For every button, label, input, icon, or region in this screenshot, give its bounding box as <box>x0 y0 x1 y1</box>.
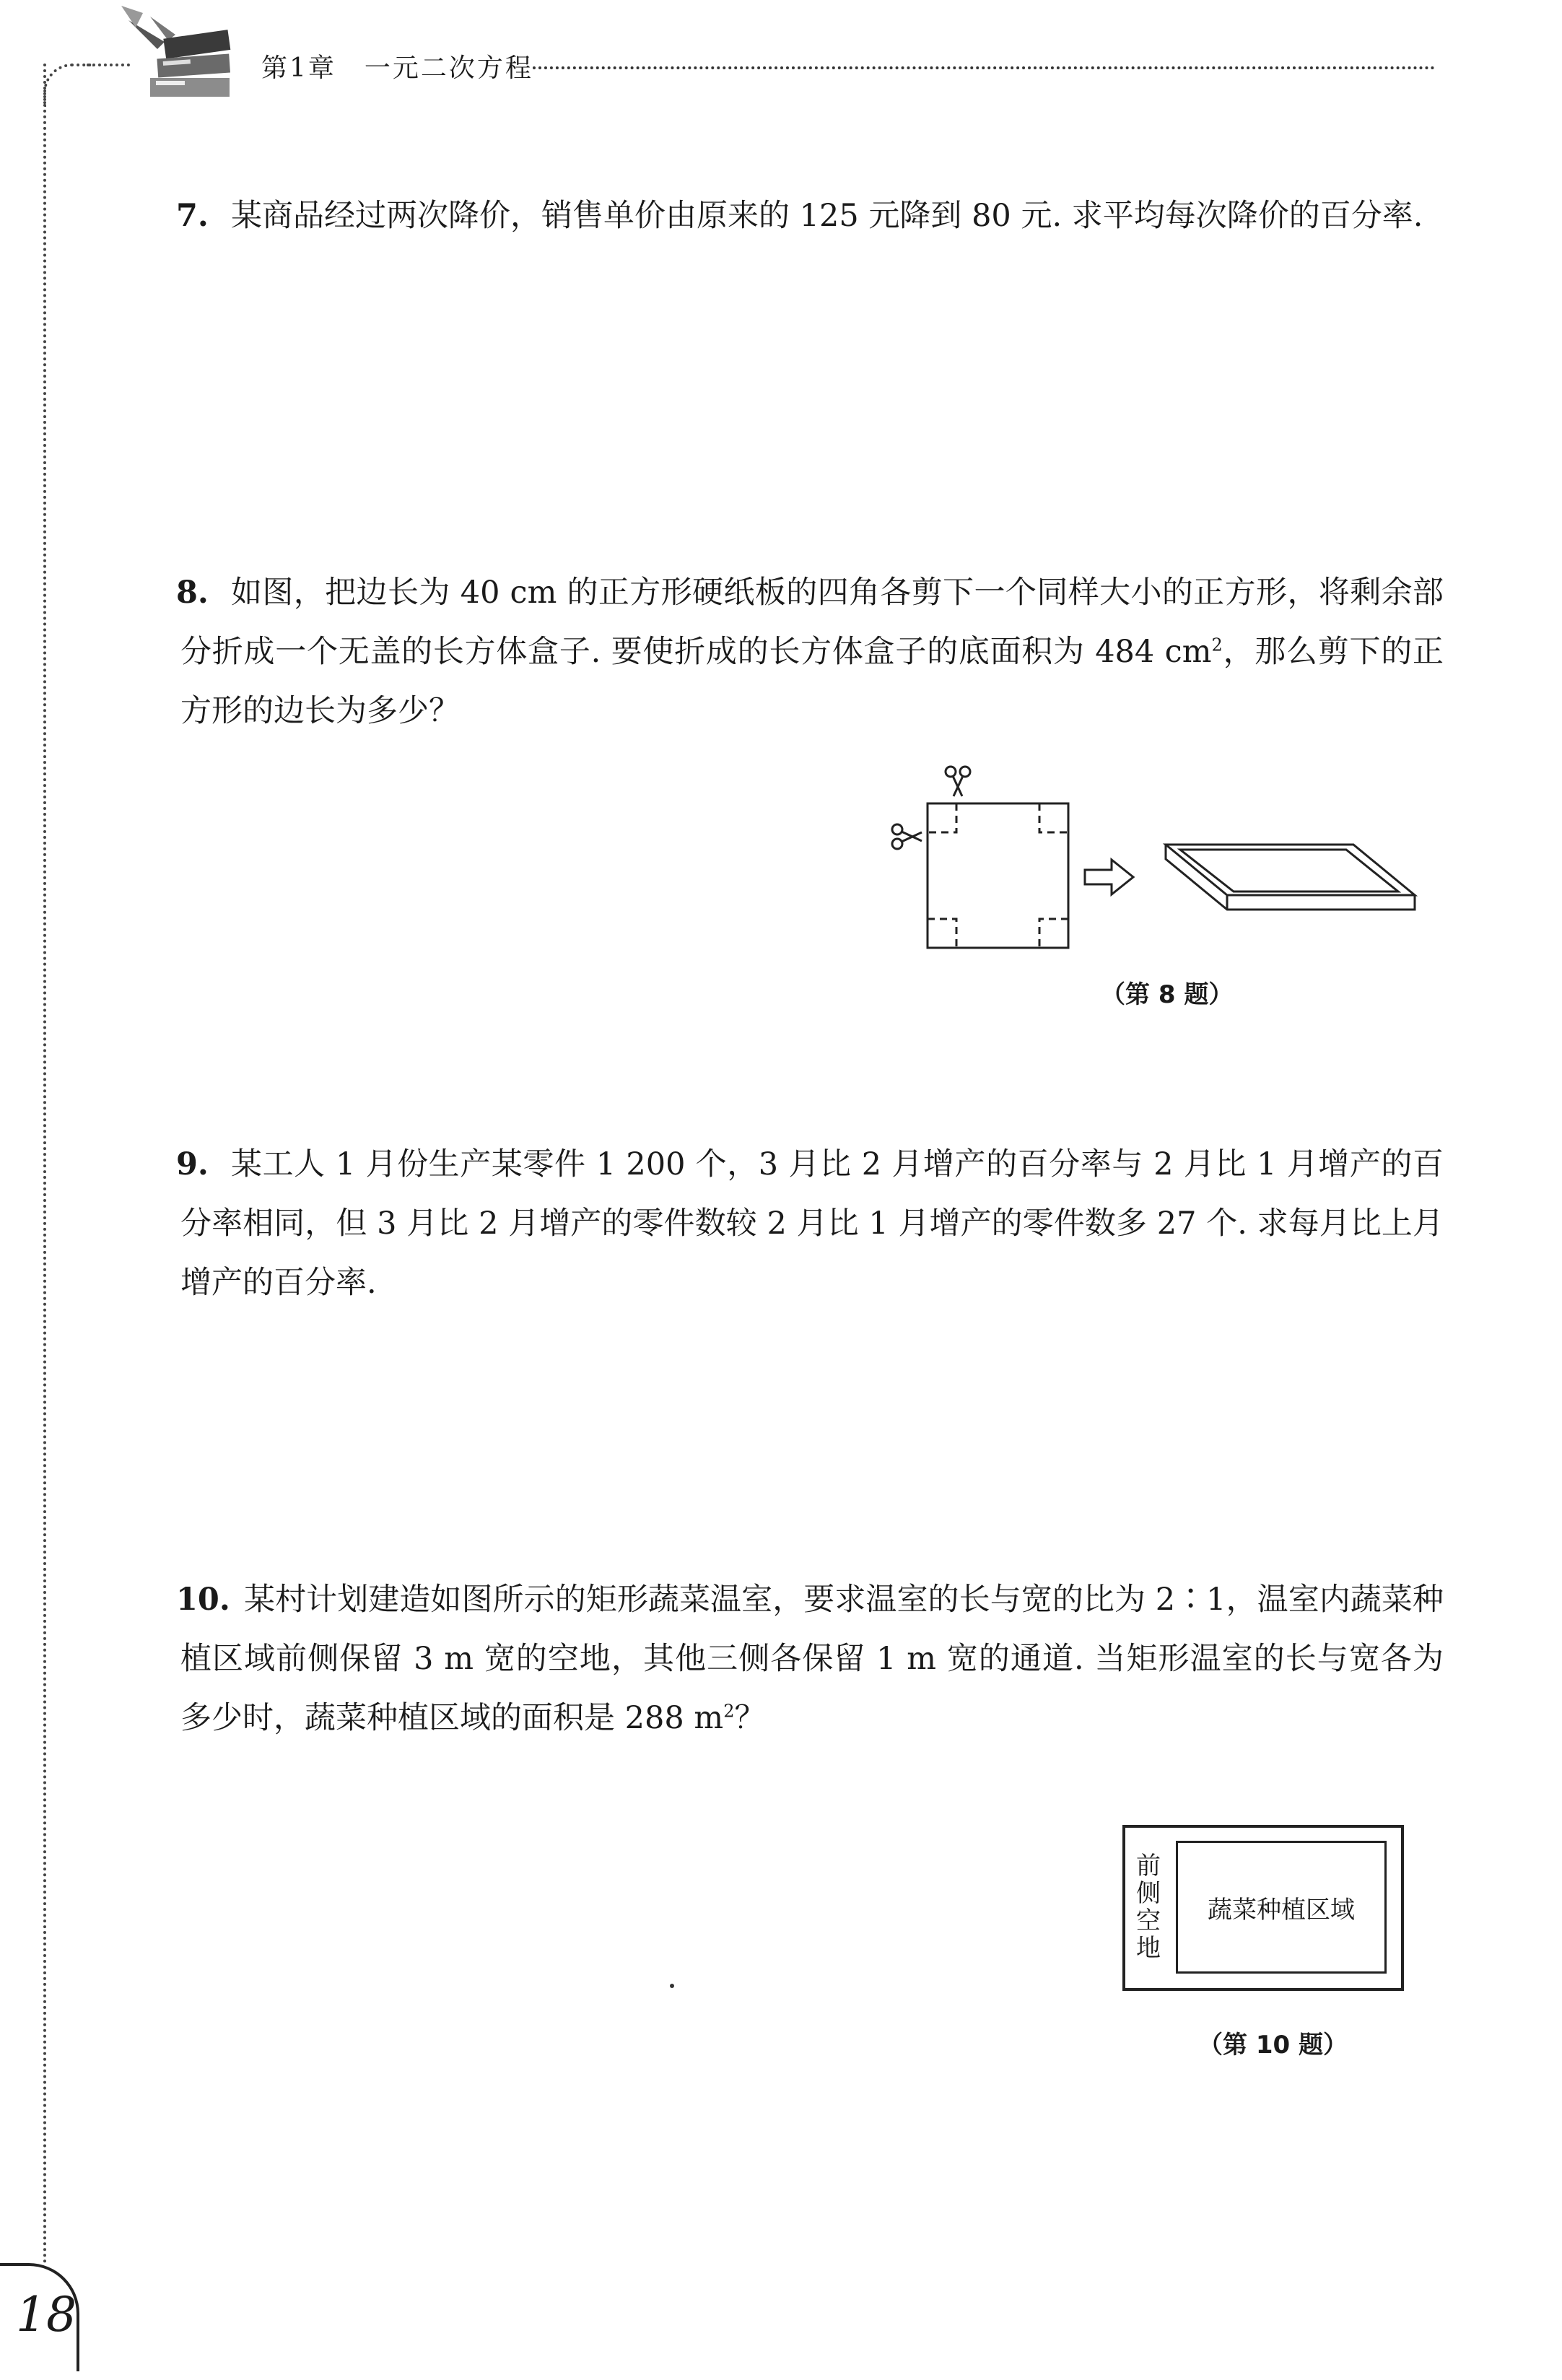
chapter-logo-icon <box>121 6 244 114</box>
problem-number: 10. <box>176 1582 230 1618</box>
figure-8-caption: （第 8 题） <box>1101 980 1234 1009</box>
planting-area-label: 蔬菜种植区域 <box>1208 1895 1355 1925</box>
scissors-icon <box>892 824 922 849</box>
problem-text: 某商品经过两次降价，销售单价由原来的 125 元降到 80 元. 求平均每次降价的百分率. <box>231 198 1423 234</box>
problem-9 <box>176 1135 1444 1312</box>
arrow-right-icon <box>1085 860 1133 894</box>
exponent: 2 <box>1211 635 1223 655</box>
problem-text: 某村计划建造如图所示的矩形蔬菜温室，要求温室的长与宽的比为 2∶1，温室内蔬菜种植区域前侧保留 3 m 宽的空地，其他三侧各保留 1 m 宽的通道. 当矩形温室的长与宽各为多少时，蔬菜种植区域的面积是 288 $m^2$？ <box>180 1582 1444 1736</box>
problem-8 <box>176 563 1444 741</box>
planting-area <box>1176 1841 1387 1974</box>
exponent: 2 <box>723 1701 735 1722</box>
figure-10-greenhouse <box>1122 1825 1404 1991</box>
problem-number: 7. <box>176 198 209 234</box>
margin-curve <box>43 64 94 107</box>
problem-number: 8. <box>176 575 209 611</box>
scissors-icon <box>946 767 970 796</box>
problem-text: 某工人 1 月份生产某零件 1 200 个，3 月比 2 月增产的百分率与 2 月比 1 月增产的百分率相同，但 3 月比 2 月增产的零件数较 2 月比 1 月增产的零件数多 27 个. 求每月比上月增产的百分率. <box>180 1146 1444 1301</box>
problem-number: 9. <box>176 1146 209 1182</box>
problem-7 <box>176 186 1444 245</box>
header-dotted-line-left <box>87 64 130 66</box>
problem-text: 如图，把边长为 40 cm 的正方形硬纸板的四角各剪下一个同样大小的正方形，将剩余部分折成一个无盖的长方体盒子. 要使折成的长方体盒子的底面积为 484 $cm^2$，那么剪下的正方形的边长为多少？ <box>180 575 1444 729</box>
chapter-title: 第1章 一元二次方程 <box>261 53 533 83</box>
front-space-label: 前侧空地 <box>1136 1852 1161 1963</box>
figure-10-caption: （第 10 题） <box>1198 2031 1348 2059</box>
margin-dotted-rule <box>43 64 46 2265</box>
header-dotted-line <box>533 66 1435 69</box>
stray-dot <box>670 1984 674 1988</box>
figure-8-diagram <box>884 762 1426 978</box>
page-number: 18 <box>16 2287 77 2342</box>
problem-10 <box>176 1570 1444 1748</box>
